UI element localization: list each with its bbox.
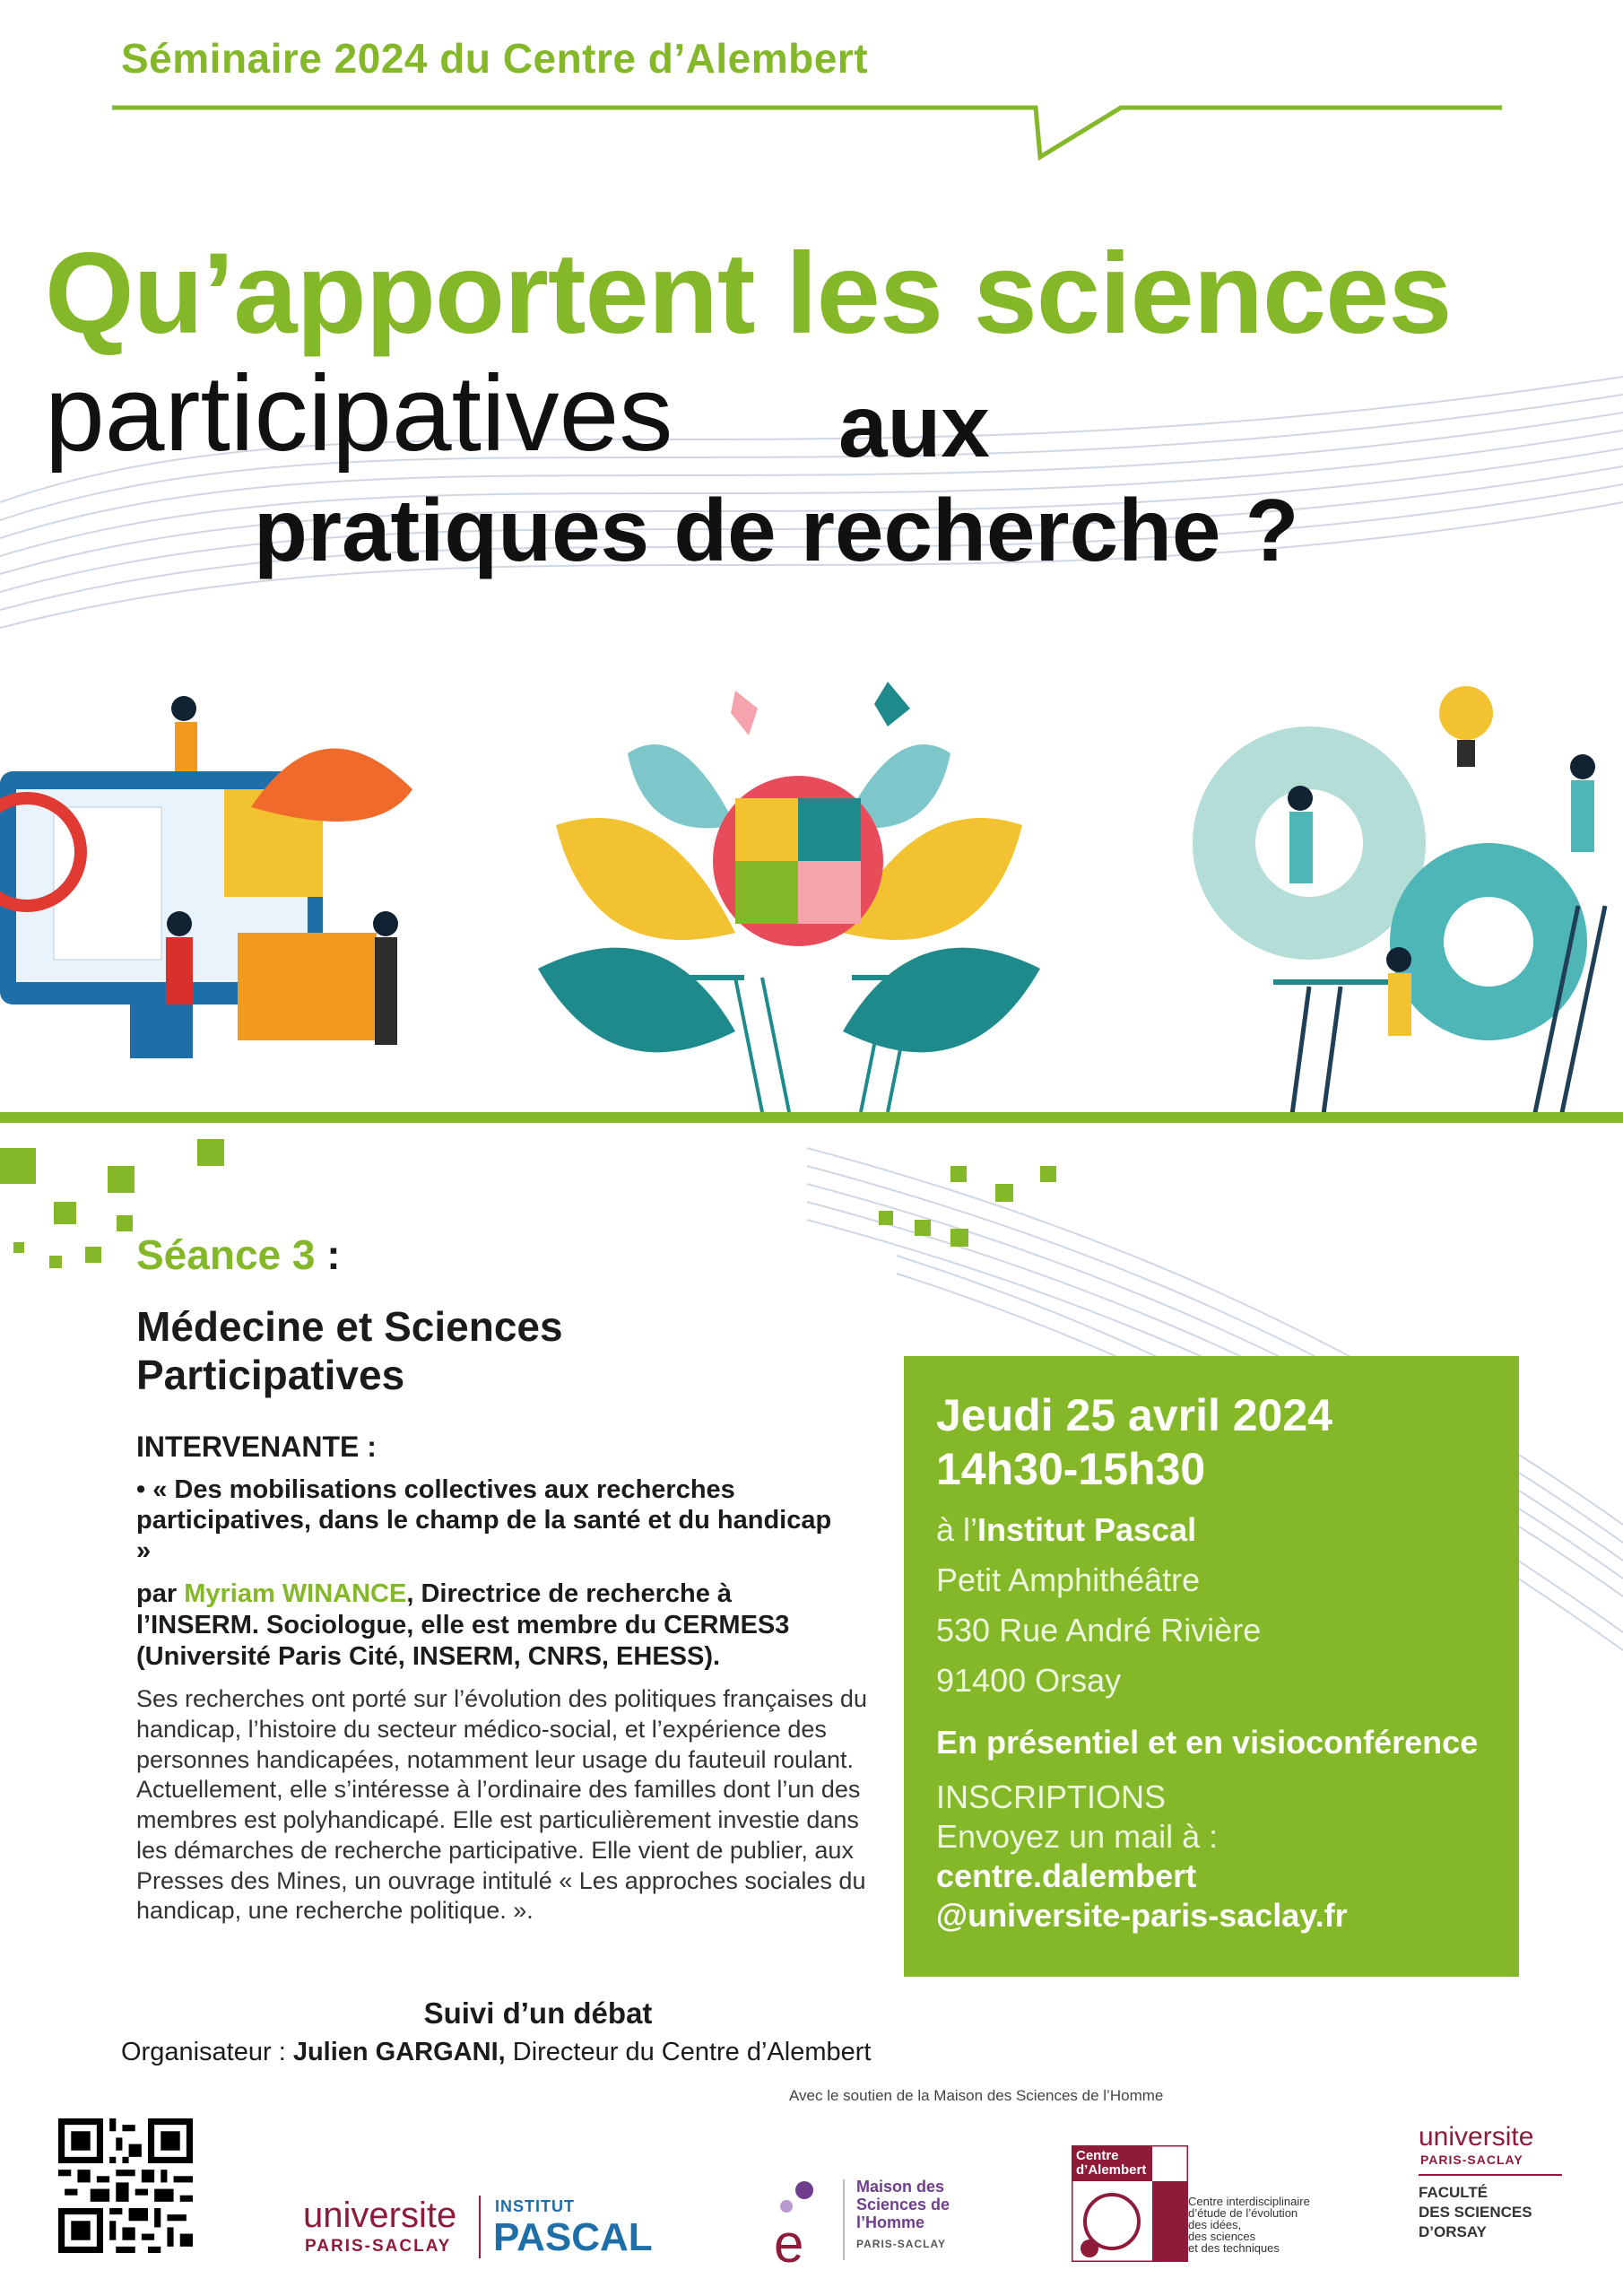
- main-title-line3: pratiques de recherche ?: [254, 481, 1299, 579]
- registration-label: INSCRIPTIONS: [936, 1779, 1167, 1815]
- logo-cda-title: Centre d’Alembert: [1076, 2148, 1147, 2178]
- svg-text:e: e: [774, 2213, 804, 2269]
- event-info-box: [904, 1356, 1519, 1977]
- event-location: [936, 1505, 1261, 1706]
- qr-code-icon[interactable]: [58, 2118, 193, 2253]
- pixel-decoration: [0, 1130, 1623, 1309]
- speaker-bio: Ses recherches ont porté sur l’évolution des politiques françaises du handicap, l’histoire du secteur médico-social, et l’expérience des personnes handicapées, notamment leur usage du fauteuil roulant. Actuellement, elle s’intéresse à l’ordinaire des familles dont l’un des membres est polyhandicapé. Elle est particulièrement investie dans les démarches de recherche participative. Elle vient de publier, aux Presses des Mines, un ouvrage intitulé « Les approches sociales du handicap, une recherche politique. ».: [136, 1685, 867, 1925]
- session-topic-line2: Participatives: [136, 1351, 405, 1398]
- event-time: 14h30-15h30: [936, 1444, 1206, 1494]
- header-illustration: [0, 664, 1623, 1130]
- seminar-series-title: Séminaire 2024 du Centre d’Alembert: [121, 35, 869, 82]
- logo-fac-ups-sub: PARIS-SACLAY: [1420, 2152, 1523, 2167]
- gear-illustration: [1193, 686, 1605, 1121]
- event-date: Jeudi 25 avril 2024: [936, 1390, 1332, 1440]
- logo-institut-word: INSTITUT: [495, 2197, 575, 2215]
- logo-msh-text: Maison des Sciences de l’Homme PARIS-SACLAY: [856, 2178, 950, 2250]
- speakers-heading: INTERVENANTE :: [136, 1431, 377, 1463]
- speaker-name: Myriam WINANCE: [184, 1579, 407, 1608]
- debate-note: Suivi d’un débat: [423, 1996, 653, 2030]
- logo-fac-text: FACULTÉ DES SCIENCES D’ORSAY: [1419, 2184, 1532, 2240]
- organizer-line: Organisateur : Julien GARGANI, Directeur du Centre d’Alembert: [121, 2038, 872, 2066]
- logo-msh-mark: [767, 2179, 829, 2269]
- registration-email[interactable]: centre.dalembert @universite-paris-saclay.fr: [936, 1857, 1348, 1934]
- event-venue: à l’Institut Pascal: [936, 1511, 1197, 1548]
- logo-faculte-orsay: [1419, 2122, 1580, 2257]
- main-title-line2: participatives: [45, 353, 673, 474]
- header-bubble-line: [0, 0, 1623, 179]
- registration-block: [936, 1778, 1348, 1935]
- logo-ups-word: universite: [303, 2196, 457, 2235]
- talk-title: • « Des mobilisations collectives aux recherches participatives, dans le champ de la santé et du handicap »: [136, 1475, 832, 1565]
- event-city: 91400 Orsay: [936, 1662, 1122, 1699]
- logo-pascal-word: PASCAL: [493, 2215, 653, 2259]
- registration-instruction: Envoyez un mail à :: [936, 1818, 1219, 1855]
- session-label: Séance 3 :: [136, 1231, 341, 1278]
- logo-ups-institut-pascal: [303, 2196, 662, 2267]
- logo-ups-sub: PARIS-SACLAY: [305, 2237, 452, 2256]
- session-topic-line1: Médecine et Sciences: [136, 1303, 563, 1350]
- event-street: 530 Rue André Rivière: [936, 1612, 1262, 1648]
- session-topic: [136, 1303, 563, 1400]
- event-mode: En présentiel et en visioconférence: [936, 1724, 1479, 1761]
- puzzle-illustration: [538, 682, 1040, 1112]
- main-title-line2-bold: aux: [838, 377, 990, 475]
- computer-illustration: [0, 696, 412, 1058]
- support-note: Avec le soutien de la Maison des Sciences de l’Homme: [789, 2087, 1164, 2104]
- logo-cda-desc: Centre interdisciplinaire d’étude de l’évolution des idées, des sciences et des techniques: [1188, 2195, 1310, 2255]
- event-datetime: [936, 1388, 1332, 1496]
- main-title-line1: Qu’apportent les sciences: [45, 230, 1452, 358]
- event-room: Petit Amphithéâtre: [936, 1561, 1201, 1598]
- speaker-line: par Myriam WINANCE, Directrice de recherche à l’INSERM. Sociologue, elle est membre du CERMES3 (Université Paris Cité, INSERM, CNRS, EHESS).: [136, 1579, 790, 1671]
- logo-fac-ups-word: universite: [1419, 2122, 1534, 2152]
